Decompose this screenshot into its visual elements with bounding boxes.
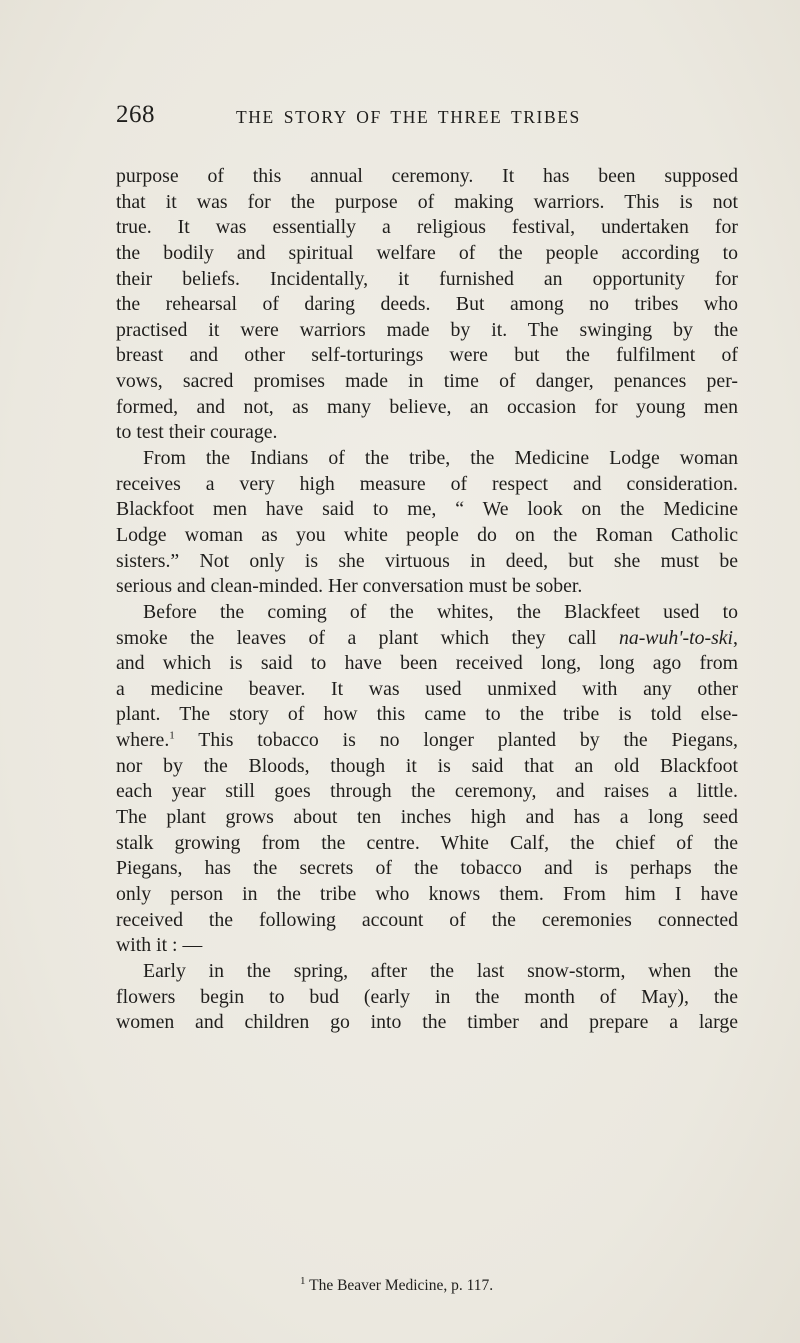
text-line: to test their courage. — [116, 421, 278, 444]
text-line: that it was for the purpose of making warriors. This is not — [116, 190, 738, 213]
footnote: $^1$ The Beaver Medicine, p. 117. — [300, 1274, 494, 1294]
text-line: Lodge woman as you white people do on the Roman Catholic — [116, 523, 738, 546]
text-line: formed, and not, as many believe, an occasion for young men — [116, 395, 738, 418]
text-line: From the Indians of the tribe, the Medicine Lodge woman — [143, 447, 738, 470]
text-line: with it : — — [116, 934, 203, 957]
text-line: Piegans, has the secrets of the tobacco and is perhaps the — [116, 857, 738, 880]
paragraph — [116, 446, 738, 600]
text-line: their beliefs. Incidentally, it furnished an opportunity for — [116, 267, 738, 290]
text-line: plant. The story of how this came to the tribe is told else- — [116, 703, 738, 726]
text-line: practised it were warriors made by it. The swinging by the — [116, 318, 738, 341]
text-line: smoke the leaves of a plant which they call na-wuh'-to-ski, — [116, 626, 738, 649]
text-line: breast and other self-torturings were but the fulfilment of — [116, 344, 738, 367]
text-line: receives a very high measure of respect and consideration. — [116, 472, 738, 495]
text-line: serious and clean-minded. Her conversation must be sober. — [116, 575, 583, 598]
body-text — [116, 164, 738, 1036]
text-line: Early in the spring, after the last snow-storm, when the — [143, 959, 738, 982]
text-line: vows, sacred promises made in time of danger, penances per- — [116, 370, 738, 393]
running-head-title: THE STORY OF THE THREE TRIBES — [236, 107, 581, 127]
text-line: Blackfoot men have said to me, “ We look on the Medicine — [116, 498, 738, 521]
text-line: received the following account of the ceremonies connected — [116, 908, 738, 931]
text-line: and which is said to have been received long, long ago from — [116, 652, 738, 675]
paragraph — [116, 600, 738, 959]
running-head — [116, 101, 736, 131]
text-line: the bodily and spiritual welfare of the people according to — [116, 241, 738, 264]
text-line: flowers begin to bud (early in the month of May), the — [116, 985, 738, 1008]
page-number: 268 — [116, 101, 155, 128]
text-line: where.$^1$ This tobacco is no longer planted by the Piegans, — [116, 729, 738, 752]
text-line: Before the coming of the whites, the Blackfeet used to — [143, 600, 738, 623]
paragraph — [116, 959, 738, 1036]
text-line: The plant grows about ten inches high and has a long seed — [116, 806, 738, 829]
text-line: true. It was essentially a religious festival, undertaken for — [116, 216, 738, 239]
text-line: sisters.” Not only is she virtuous in deed, but she must be — [116, 549, 738, 572]
text-line: each year still goes through the ceremony, and raises a little. — [116, 780, 738, 803]
text-line: nor by the Bloods, though it is said that an old Blackfoot — [116, 754, 738, 777]
text-line: purpose of this annual ceremony. It has been supposed — [116, 165, 738, 187]
text-line: stalk growing from the centre. White Calf, the chief of the — [116, 831, 738, 854]
text-line: a medicine beaver. It was used unmixed with any other — [116, 677, 738, 700]
paragraph — [116, 164, 738, 446]
text-line: the rehearsal of daring deeds. But among no tribes who — [116, 293, 738, 316]
text-line: only person in the tribe who knows them. From him I have — [116, 882, 738, 905]
text-line: women and children go into the timber and prepare a large — [116, 1011, 738, 1034]
